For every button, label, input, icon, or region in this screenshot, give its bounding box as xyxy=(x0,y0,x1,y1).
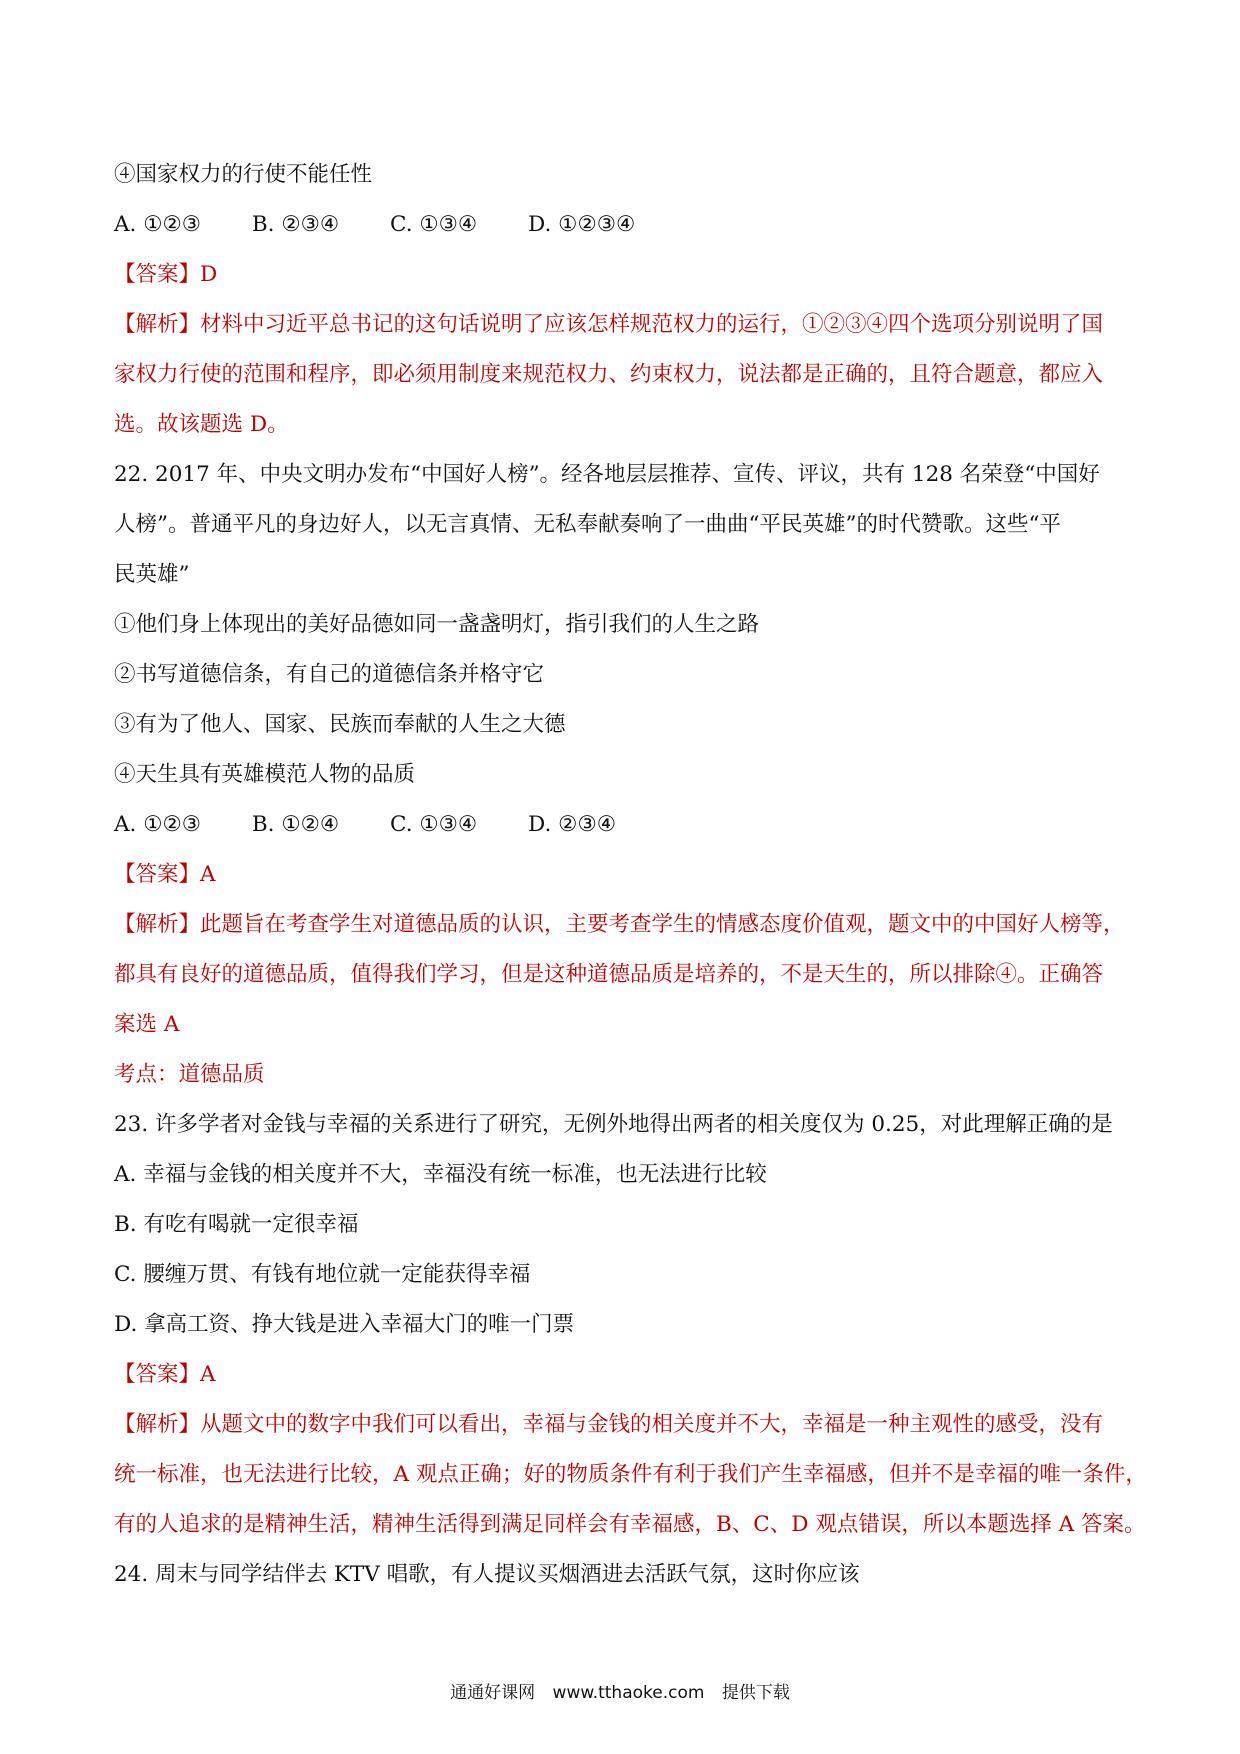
q23-option-a: A. 幸福与金钱的相关度并不大，幸福没有统一标准，也无法进行比较 xyxy=(114,1162,767,1187)
footer-url[interactable]: www.tthaoke.com xyxy=(552,1683,705,1703)
q21-option-d: D. ①②③④ xyxy=(528,212,636,237)
analysis-text: 材料中习近平总书记的这句话说明了应该怎样规范权力的运行，①②③④四个选项分别说明了国 xyxy=(200,312,1104,337)
q23-option-c: C. 腰缠万贯、有钱有地位就一定能获得幸福 xyxy=(114,1262,531,1287)
q22-option-c: C. ①③④ xyxy=(390,812,478,837)
answer-tag: 【答案】 xyxy=(114,262,201,287)
q22-analysis-line-1 xyxy=(114,900,1134,950)
footer-site-name: 通通好课网 xyxy=(450,1683,536,1703)
q21-analysis-line-3: 选。故该题选 D。 xyxy=(114,412,289,437)
q21-option-b: B. ②③④ xyxy=(251,212,340,237)
q23-analysis-line-3: 有的人追求的是精神生活，精神生活得到满足同样会有幸福感，B、C、D 观点错误，所以本题选择 A 答案。 xyxy=(114,1512,1146,1537)
answer-value: A xyxy=(200,862,216,887)
q22-stem-line-1: 22. 2017 年、中央文明办发布“中国好人榜”。经各地层层推荐、宣传、评议，共有 128 名荣登“中国好 xyxy=(114,462,1100,487)
q23-analysis-line-1 xyxy=(114,1400,1134,1450)
q23-option-b: B. 有吃有喝就一定很幸福 xyxy=(114,1212,359,1237)
q21-option-a: A. ①②③ xyxy=(114,212,202,237)
analysis-tag: 【解析】 xyxy=(114,312,201,337)
answer-value: A xyxy=(200,1362,216,1387)
q22-item-4: ④天生具有英雄模范人物的品质 xyxy=(114,762,416,787)
q22-option-d: D. ②③④ xyxy=(528,812,617,837)
footer-note: 提供下载 xyxy=(721,1683,790,1703)
q23-option-d: D. 拿高工资、挣大钱是进入幸福大门的唯一门票 xyxy=(114,1312,575,1337)
q23-stem: 23. 许多学者对金钱与幸福的关系进行了研究，无例外地得出两者的相关度仅为 0.25，对此理解正确的是 xyxy=(114,1112,1113,1137)
page-footer xyxy=(0,1678,1240,1703)
answer-tag: 【答案】 xyxy=(114,862,201,887)
q22-stem-line-2: 人榜”。普通平凡的身边好人，以无言真情、无私奉献奏响了一曲曲“平民英雄”的时代赞歌。这些“平 xyxy=(114,512,1061,537)
q21-options xyxy=(114,200,1134,250)
answer-tag: 【答案】 xyxy=(114,1362,201,1387)
q22-item-2: ②书写道德信条，有自己的道德信条并格守它 xyxy=(114,662,545,687)
q22-kaodian: 考点：道德品质 xyxy=(114,1062,265,1087)
q22-option-a: A. ①②③ xyxy=(114,812,202,837)
q22-analysis-line-2: 都具有良好的道德品质，值得我们学习，但是这种道德品质是培养的，不是天生的，所以排除④。正确答 xyxy=(114,962,1104,987)
analysis-text: 从题文中的数字中我们可以看出，幸福与金钱的相关度并不大，幸福是一种主观性的感受，没有 xyxy=(200,1412,1104,1437)
document-page xyxy=(114,150,1147,1600)
q22-answer xyxy=(114,850,1134,900)
q24-stem: 24. 周末与同学结伴去 KTV 唱歌，有人提议买烟酒进去活跃气氛，这时你应该 xyxy=(114,1562,860,1587)
q21-option-c: C. ①③④ xyxy=(390,212,478,237)
q21-item-4: ④国家权力的行使不能任性 xyxy=(114,162,373,187)
analysis-tag: 【解析】 xyxy=(114,1412,201,1437)
q22-option-b: B. ①②④ xyxy=(251,812,340,837)
q23-answer xyxy=(114,1350,1134,1400)
q23-analysis-line-2: 统一标准，也无法进行比较，A 观点正确；好的物质条件有利于我们产生幸福感，但并不是幸福的唯一条件， xyxy=(114,1462,1147,1487)
q22-stem-line-3: 民英雄” xyxy=(114,562,190,587)
q22-options xyxy=(114,800,1134,850)
analysis-tag: 【解析】 xyxy=(114,912,201,937)
q21-answer xyxy=(114,250,1134,300)
q21-analysis-line-1 xyxy=(114,300,1134,350)
q22-item-1: ①他们身上体现出的美好品德如同一盏盏明灯，指引我们的人生之路 xyxy=(114,612,760,637)
q21-analysis-line-2: 家权力行使的范围和程序，即必须用制度来规范权力、约束权力，说法都是正确的，且符合题意，都应入 xyxy=(114,362,1104,387)
q22-analysis-line-3: 案选 A xyxy=(114,1012,180,1037)
analysis-text: 此题旨在考查学生对道德品质的认识，主要考查学生的情感态度价值观，题文中的中国好人榜等， xyxy=(200,912,1125,937)
q22-item-3: ③有为了他人、国家、民族而奉献的人生之大德 xyxy=(114,712,566,737)
answer-value: D xyxy=(200,262,218,287)
